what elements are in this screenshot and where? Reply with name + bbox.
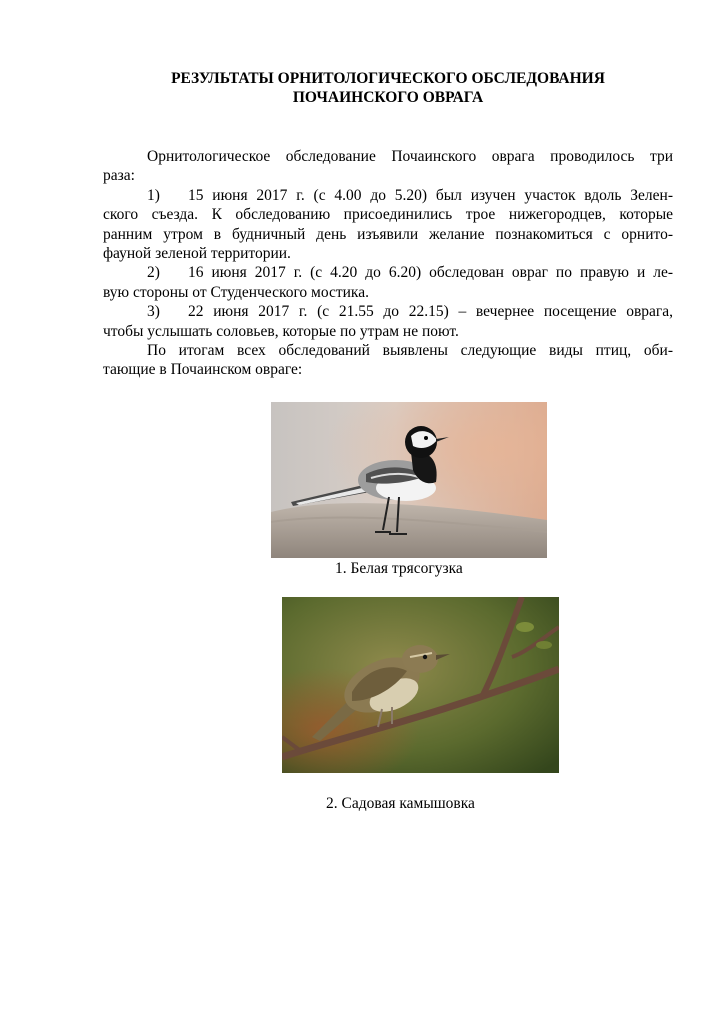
intro-line-2: раза: [103, 167, 135, 185]
item-1-line-1 [103, 186, 673, 205]
wagtail-photo [271, 402, 547, 558]
item-2-text-1: 16 июня 2017 г. (с 4.20 до 6.20) обследован овраг по правую и ле- [188, 264, 673, 282]
document-title [100, 69, 676, 107]
item-2-number: 2) [147, 264, 160, 282]
figure-2-caption: 2. Садовая камышовка [326, 795, 475, 812]
reed-warbler-photo [282, 597, 559, 773]
title-line-1: РЕЗУЛЬТАТЫ ОРНИТОЛОГИЧЕСКОГО ОБСЛЕДОВАНИЯ [171, 70, 605, 87]
figure-1-caption: 1. Белая трясогузка [335, 560, 463, 577]
item-1-line-2: ского съезда. К обследованию присоединились трое нижегородцев, которые [103, 206, 673, 224]
summary-line-2: тающие в Почаинском овраге: [103, 361, 303, 379]
item-3-number: 3) [147, 303, 160, 321]
item-2-line-2: вую стороны от Студенческого мостика. [103, 283, 369, 301]
item-3-line-1 [103, 302, 673, 321]
summary-line-1: По итогам всех обследований выявлены следующие виды птиц, оби- [147, 342, 673, 360]
item-1-line-4: фауной зеленой территории. [103, 245, 291, 263]
item-1-number: 1) [147, 186, 160, 204]
item-1-line-3: ранним утром в будничный день изъявили желание познакомиться с орнито- [103, 225, 673, 243]
intro-line-1: Орнитологическое обследование Почаинского оврага проводилось три [147, 148, 673, 165]
item-3-text-1: 22 июня 2017 г. (с 21.55 до 22.15) – вечернее посещение оврага, [188, 303, 673, 321]
item-3-line-2: чтобы услышать соловьев, которые по утрам не поют. [103, 322, 459, 340]
title-line-2: ПОЧАИНСКОГО ОВРАГА [292, 89, 484, 106]
item-1-text-1: 15 июня 2017 г. (с 4.00 до 5.20) был изучен участок вдоль Зелен- [188, 186, 673, 204]
document-body [103, 147, 673, 380]
item-2-line-1 [103, 263, 673, 282]
